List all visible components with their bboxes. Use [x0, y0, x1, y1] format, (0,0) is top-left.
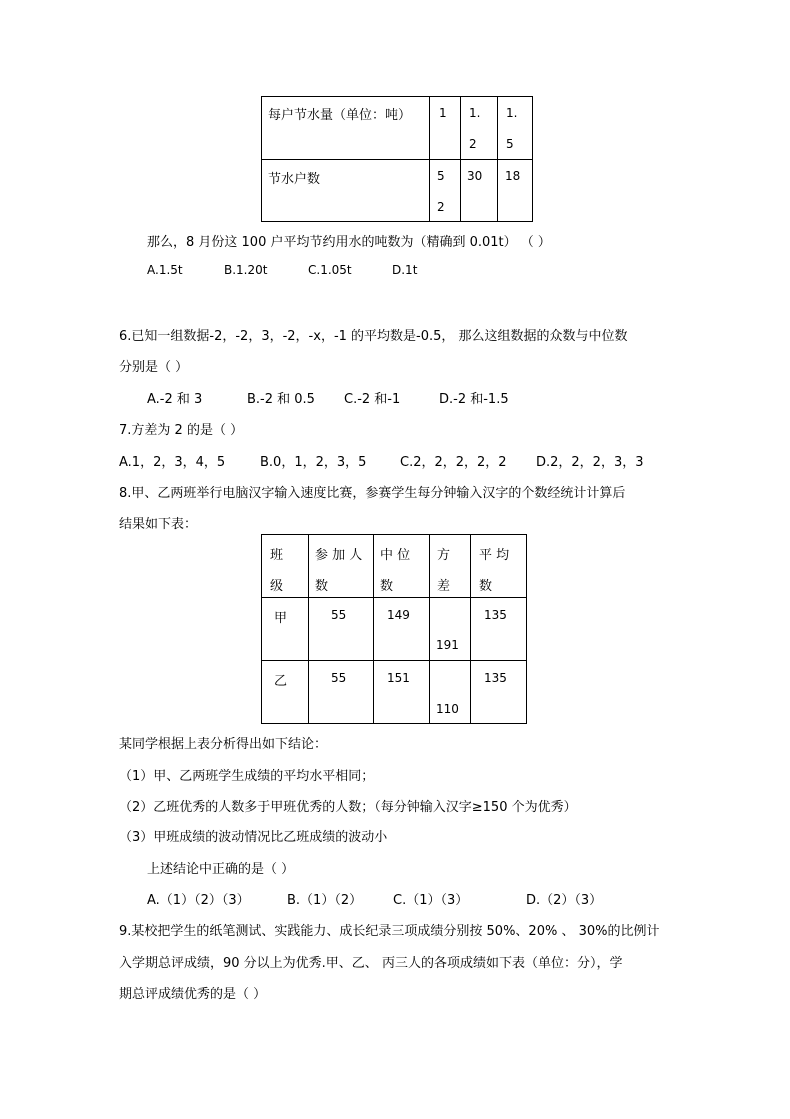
- q7-option-d: D.2，2，2，3，3: [536, 455, 644, 470]
- q9-stem-line1: 9.某校把学生的纸笔测试、实践能力、成长纪录三项成绩分别按 50%、20% 、 30%的比例计: [119, 924, 660, 939]
- q5-option-a: A.1.5t: [147, 263, 183, 277]
- header-saving-amount: 每户节水量（单位：吨）: [262, 97, 430, 160]
- q8-stem-line2: 结果如下表：: [119, 517, 198, 532]
- q5-option-c: C.1.05t: [308, 263, 352, 277]
- typing-speed-table: 班 级 参 加 人 数 中 位 数 方 差 平 均 数 甲 55 149 191 135 乙 55 151 110 135: [261, 534, 527, 724]
- q5-stem: 那么，8 月份这 100 户平均节约用水的吨数为（精确到 0.01t） （ ）: [147, 235, 551, 250]
- q6-option-c: C.-2 和-1: [344, 392, 401, 407]
- q6-option-b: B.-2 和 0.5: [247, 392, 315, 407]
- q8-option-c: C.（1）（3）: [393, 893, 469, 908]
- q8-option-d: D.（2）（3）: [526, 893, 603, 908]
- q7-option-b: B.0，1，2，3，5: [260, 455, 367, 470]
- q5-option-d: D.1t: [392, 263, 418, 277]
- water-saving-table: 每户节水量（单位：吨） 1 1. 2 1. 5 节水户数 5 2 30 18: [261, 96, 533, 222]
- header-household-count: 节水户数: [262, 160, 430, 222]
- q6-stem-line1: 6.已知一组数据-2，-2，3，-2，-x，-1 的平均数是-0.5， 那么这组数据的众数与中位数: [119, 329, 628, 344]
- q9-stem-line2: 入学期总评成绩，90 分以上为优秀.甲、乙、 丙三人的各项成绩如下表（单位：分），学: [119, 956, 623, 971]
- q7-stem: 7.方差为 2 的是（ ）: [119, 423, 244, 438]
- q6-option-d: D.-2 和-1.5: [439, 392, 509, 407]
- q8-ask: 上述结论中正确的是（ ）: [147, 862, 295, 877]
- q8-option-b: B.（1）（2）: [287, 893, 363, 908]
- q8-stem-line1: 8.甲、乙两班举行电脑汉字输入速度比赛，参赛学生每分钟输入汉字的个数经统计计算后: [119, 486, 626, 501]
- q7-option-c: C.2，2，2，2，2: [400, 455, 507, 470]
- q6-option-a: A.-2 和 3: [147, 392, 203, 407]
- table-row: 甲 55 149 191 135: [262, 598, 527, 661]
- q5-option-b: B.1.20t: [224, 263, 268, 277]
- q6-stem-line2: 分别是（ ）: [119, 360, 189, 375]
- q8-intro: 某同学根据上表分析得出如下结论：: [119, 737, 328, 752]
- table-row: 乙 55 151 110 135: [262, 661, 527, 724]
- q8-conclusion-3: （3）甲班成绩的波动情况比乙班成绩的波动小: [119, 830, 388, 845]
- q8-option-a: A.（1）（2）（3）: [147, 893, 250, 908]
- q8-conclusion-1: （1）甲、乙两班学生成绩的平均水平相同；: [119, 769, 375, 784]
- q7-option-a: A.1，2，3，4，5: [119, 455, 226, 470]
- q9-stem-line3: 期总评成绩优秀的是（ ）: [119, 987, 267, 1002]
- q8-conclusion-2: （2）乙班优秀的人数多于甲班优秀的人数；（每分钟输入汉字≥150 个为优秀）: [119, 800, 577, 815]
